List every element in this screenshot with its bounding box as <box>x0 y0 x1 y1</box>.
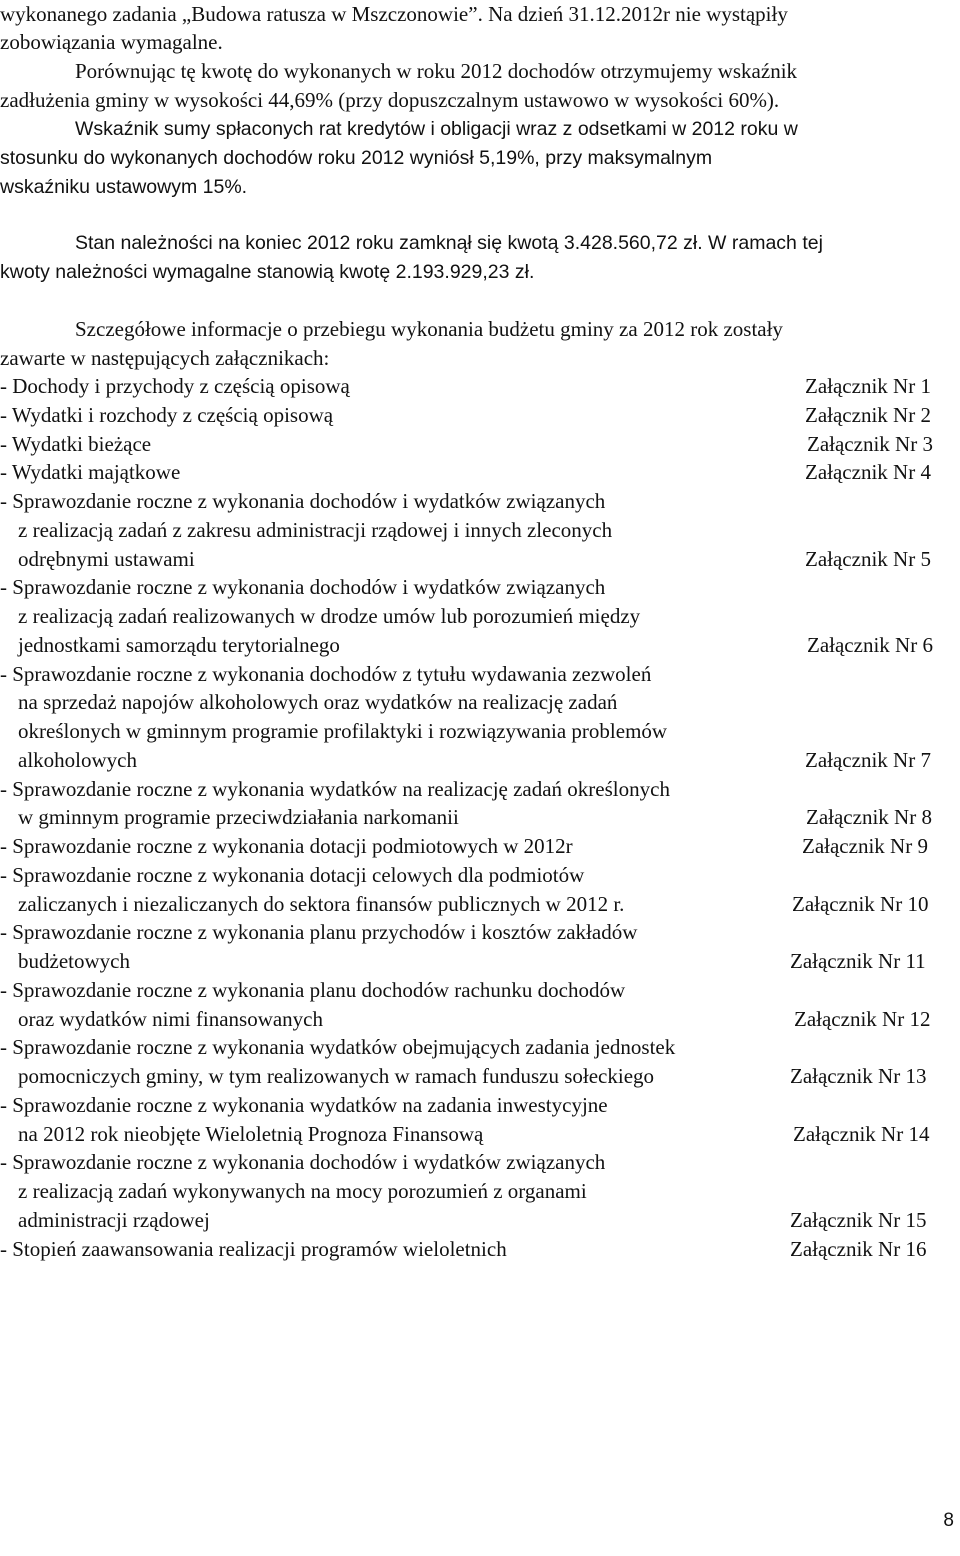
attachment-line <box>0 1033 960 1062</box>
attachment-text: pomocniczych gminy, w tym realizowanych w ramach funduszu sołeckiego <box>18 1064 655 1088</box>
attachment-line <box>0 401 960 430</box>
attachment-line <box>0 1062 960 1091</box>
page-number: 8 <box>943 1510 954 1531</box>
paragraph-line <box>0 86 960 115</box>
attachment-label: Załącznik Nr 5 <box>805 546 931 571</box>
attachment-label: Załącznik Nr 3 <box>807 431 933 456</box>
attachment-label: Załącznik Nr 13 <box>790 1064 927 1088</box>
attachment-line <box>0 717 960 746</box>
paragraph-line <box>0 258 960 287</box>
attachment-line <box>0 516 960 545</box>
attachment-label: Załącznik Nr 7 <box>805 747 931 772</box>
attachment-label: Załącznik Nr 10 <box>792 891 929 916</box>
paragraph-text: Szczegółowe informacje o przebiegu wykonania budżetu gminy za 2012 rok zostały <box>75 317 783 341</box>
attachment-label: Załącznik Nr 9 <box>802 834 928 858</box>
attachment-text: - Sprawozdanie roczne z wykonania planu przychodów i kosztów zakładów <box>0 920 638 945</box>
paragraph-line <box>0 28 960 57</box>
attachment-text: - Stopień zaawansowania realizacji programów wieloletnich <box>0 1236 507 1261</box>
paragraph-text: wykonanego zadania „Budowa ratusza w Mszczonowie”. Na dzień 31.12.2012r nie wystąpiły <box>0 2 788 26</box>
attachment-label: Załącznik Nr 2 <box>805 402 931 427</box>
attachment-line <box>0 1235 960 1264</box>
paragraph-text: zobowiązania wymagalne. <box>0 30 223 54</box>
attachment-text: - Sprawozdanie roczne z wykonania planu dochodów rachunku dochodów <box>0 977 626 1002</box>
attachment-text: - Dochody i przychody z częścią opisową <box>0 374 350 398</box>
attachment-text: z realizacją zadań z zakresu administracji rządowej i innych zleconych <box>18 517 613 542</box>
attachment-line <box>0 947 960 976</box>
attachment-label: Załącznik Nr 12 <box>794 1006 931 1031</box>
attachment-text: budżetowych <box>18 949 130 973</box>
paragraph-text: wskaźniku ustawowym 15%. <box>0 176 248 198</box>
paragraph-text: Porównując tę kwotę do wykonanych w roku 2012 dochodów otrzymujemy wskaźnik <box>75 59 798 83</box>
attachment-line <box>0 1206 960 1235</box>
attachment-text: - Sprawozdanie roczne z wykonania wydatków obejmujących zadania jednostek <box>0 1035 676 1060</box>
attachment-line <box>0 545 960 574</box>
attachment-line <box>0 602 960 631</box>
attachment-text: oraz wydatków nimi finansowanych <box>18 1006 324 1031</box>
attachment-text: z realizacją zadań realizowanych w drodze umów lub porozumień między <box>18 604 641 628</box>
attachment-text: - Sprawozdanie roczne z wykonania dotacji podmiotowych w 2012r <box>0 834 573 858</box>
attachment-text: - Sprawozdanie roczne z wykonania dochodów i wydatków związanych <box>0 575 606 600</box>
attachment-text: w gminnym programie przeciwdziałania narkomanii <box>18 805 459 830</box>
attachment-line <box>0 1091 960 1120</box>
paragraph-line <box>0 173 960 202</box>
attachment-text: na 2012 rok nieobjęte Wieloletnią Prognoza Finansową <box>18 1121 484 1146</box>
attachment-text: - Sprawozdanie roczne z wykonania wydatków na realizację zadań określonych <box>0 776 670 801</box>
attachment-line <box>0 372 960 401</box>
attachment-label: Załącznik Nr 6 <box>807 632 933 657</box>
attachment-line <box>0 976 960 1005</box>
paragraph-text: Wskaźnik sumy spłaconych rat kredytów i obligacji wraz z odsetkami w 2012 roku w <box>75 118 798 140</box>
attachment-line <box>0 688 960 717</box>
attachment-text: odrębnymi ustawami <box>18 546 195 571</box>
paragraph-text: kwoty należności wymagalne stanowią kwotę 2.193.929,23 zł. <box>0 261 535 283</box>
attachment-label: Załącznik Nr 8 <box>806 805 932 830</box>
attachment-text: - Wydatki i rozchody z częścią opisową <box>0 402 334 427</box>
attachment-line <box>0 918 960 947</box>
attachment-line <box>0 458 960 487</box>
attachment-text: na sprzedaż napojów alkoholowych oraz wydatków na realizację zadań <box>18 690 618 715</box>
attachment-text: - Sprawozdanie roczne z wykonania dochodów i wydatków związanych <box>0 1150 606 1175</box>
paragraph-line <box>75 229 955 258</box>
attachment-text: określonych w gminnym programie profilaktyki i rozwiązywania problemów <box>18 719 668 743</box>
attachment-label: Załącznik Nr 15 <box>790 1207 927 1232</box>
attachment-line <box>0 775 960 804</box>
attachment-line <box>0 1005 960 1034</box>
attachment-line <box>0 1177 960 1206</box>
attachment-line <box>0 746 960 775</box>
attachment-label: Załącznik Nr 1 <box>805 374 931 398</box>
attachment-text: - Sprawozdanie roczne z wykonania dochodów z tytułu wydawania zezwoleń <box>0 661 652 686</box>
attachment-line <box>0 861 960 890</box>
attachment-line <box>0 832 960 861</box>
attachment-line <box>0 1120 960 1149</box>
attachment-text: - Sprawozdanie roczne z wykonania dochodów i wydatków związanych <box>0 489 606 513</box>
attachment-text: - Sprawozdanie roczne z wykonania wydatków na zadania inwestycyjne <box>0 1092 608 1117</box>
paragraph-text: zawarte w następujących załącznikach: <box>0 346 330 370</box>
paragraph-line <box>0 0 955 29</box>
attachment-text: - Sprawozdanie roczne z wykonania dotacji celowych dla podmiotów <box>0 862 585 887</box>
attachment-label: Załącznik Nr 16 <box>790 1236 927 1261</box>
attachment-line <box>0 803 960 832</box>
attachment-text: alkoholowych <box>18 747 137 772</box>
attachment-line <box>0 1148 960 1177</box>
attachment-label: Załącznik Nr 11 <box>790 949 926 973</box>
attachment-text: jednostkami samorządu terytorialnego <box>18 632 340 657</box>
attachment-line <box>0 890 960 919</box>
attachment-text: - Wydatki majątkowe <box>0 460 181 485</box>
attachment-line <box>0 631 960 660</box>
paragraph-line <box>75 115 955 144</box>
paragraph-text: Stan należności na koniec 2012 roku zamknął się kwotą 3.428.560,72 zł. W ramach tej <box>75 232 823 254</box>
paragraph-line <box>0 344 960 373</box>
attachment-line <box>0 487 960 516</box>
attachment-label: Załącznik Nr 4 <box>805 460 931 485</box>
attachment-line <box>0 660 960 689</box>
paragraph-line <box>75 57 955 86</box>
paragraph-text: zadłużenia gminy w wysokości 44,69% (przy dopuszczalnym ustawowo w wysokości 60%). <box>0 88 780 112</box>
attachment-text: zaliczanych i niezaliczanych do sektora finansów publicznych w 2012 r. <box>18 891 625 916</box>
paragraph-line <box>0 144 960 173</box>
paragraph-line <box>75 315 955 344</box>
attachment-text: z realizacją zadań wykonywanych na mocy porozumień z organami <box>18 1179 587 1203</box>
attachment-text: administracji rządowej <box>18 1207 210 1232</box>
attachment-label: Załącznik Nr 14 <box>793 1121 930 1146</box>
attachment-text: - Wydatki bieżące <box>0 431 152 456</box>
paragraph-text: stosunku do wykonanych dochodów roku 2012 wyniósł 5,19%, przy maksymalnym <box>0 147 713 169</box>
attachment-line <box>0 573 960 602</box>
attachment-line <box>0 430 960 459</box>
